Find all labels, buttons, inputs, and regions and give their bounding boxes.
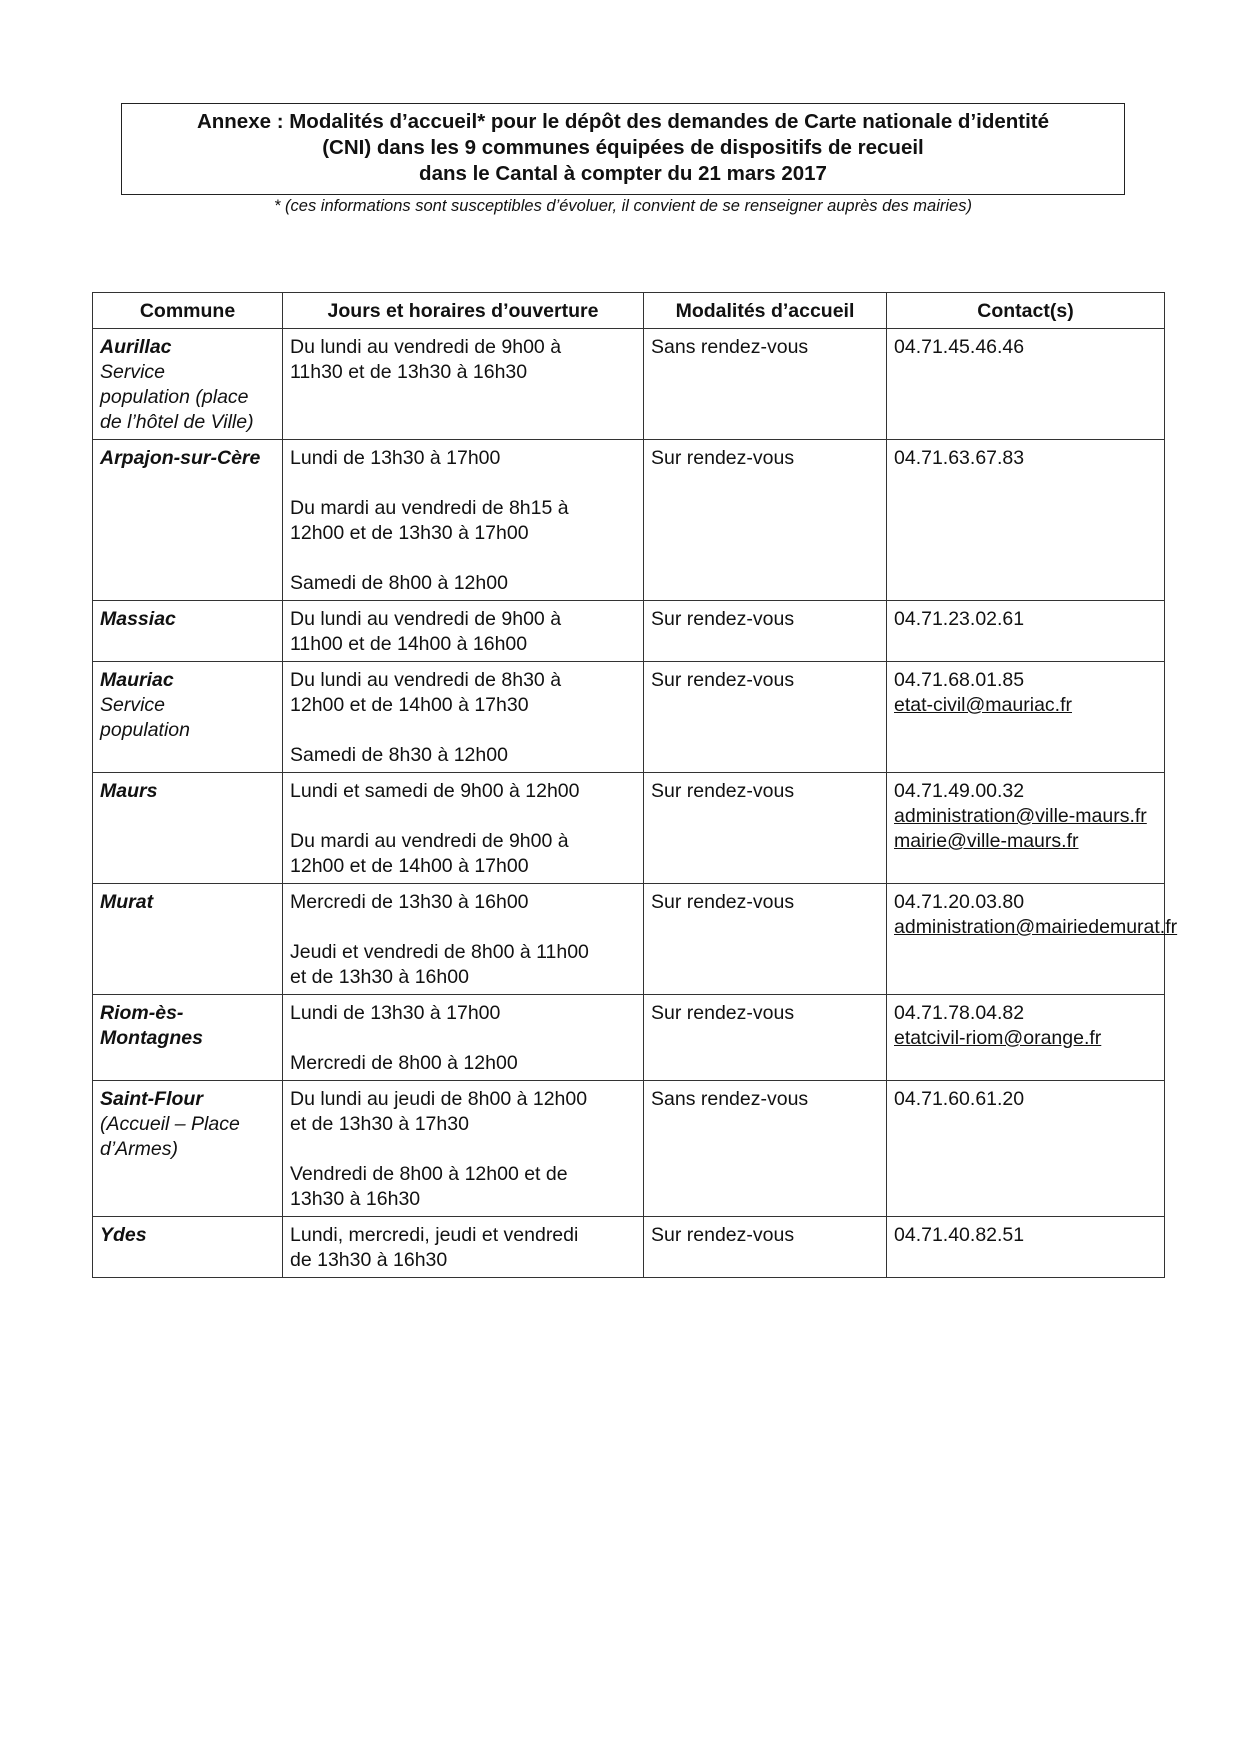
contact-cell (887, 773, 1165, 884)
table-row (93, 1217, 1165, 1278)
hours-paragraph (290, 1051, 636, 1076)
table-row (93, 884, 1165, 995)
hours-line: Mercredi de 8h00 à 12h00 (290, 1052, 518, 1074)
contact-cell (887, 329, 1165, 440)
hours-line: 11h30 et de 13h30 à 16h30 (290, 361, 528, 383)
hours-paragraph (290, 1223, 636, 1273)
mode-cell: Sur rendez-vous (644, 601, 887, 662)
contact-cell (887, 1081, 1165, 1217)
hours-cell (283, 995, 644, 1081)
hours-line: Vendredi de 8h00 à 12h00 et de (290, 1163, 568, 1185)
commune-service: (Accueil – Place (100, 1113, 240, 1135)
hours-line: Du lundi au vendredi de 9h00 à (290, 608, 562, 630)
hours-paragraph (290, 668, 636, 718)
commune-cell (93, 1217, 283, 1278)
hours-line: Du mardi au vendredi de 9h00 à (290, 830, 569, 852)
header-contacts: Contact(s) (887, 293, 1165, 329)
hours-paragraph (290, 571, 636, 596)
mode-cell: Sur rendez-vous (644, 884, 887, 995)
contact-cell (887, 995, 1165, 1081)
email-link[interactable]: mairie@ville-maurs.fr (894, 830, 1079, 852)
hours-paragraph (290, 940, 636, 990)
hours-line: Lundi de 13h30 à 17h00 (290, 1002, 501, 1024)
header-commune: Commune (93, 293, 283, 329)
phone-number: 04.71.40.82.51 (894, 1224, 1025, 1246)
table-row (93, 440, 1165, 601)
mode-cell: Sur rendez-vous (644, 1217, 887, 1278)
commune-name: Arpajon-sur-Cère (100, 447, 261, 469)
table-row (93, 773, 1165, 884)
phone-number: 04.71.60.61.20 (894, 1088, 1025, 1110)
phone-number: 04.71.49.00.32 (894, 780, 1025, 802)
commune-cell (93, 773, 283, 884)
contact-cell (887, 1217, 1165, 1278)
hours-paragraph (290, 829, 636, 879)
hours-line: et de 13h30 à 17h30 (290, 1113, 469, 1135)
hours-line: 12h00 et de 14h00 à 17h00 (290, 855, 529, 877)
table-row (93, 1081, 1165, 1217)
document-title (121, 103, 1125, 195)
header-mode: Modalités d’accueil (644, 293, 887, 329)
hours-cell (283, 1217, 644, 1278)
phone-number: 04.71.68.01.85 (894, 669, 1025, 691)
email-link[interactable]: etatcivil-riom@orange.fr (894, 1027, 1102, 1049)
commune-name: Saint-Flour (100, 1088, 203, 1110)
hours-cell (283, 329, 644, 440)
title-line: Annexe : Modalités d’accueil* pour le dépôt des demandes de Carte nationale d’identité (196, 110, 1050, 133)
hours-paragraph (290, 446, 636, 471)
hours-line: Samedi de 8h30 à 12h00 (290, 744, 508, 766)
title-line: (CNI) dans les 9 communes équipées de dispositifs de recueil (322, 136, 924, 159)
hours-paragraph (290, 1001, 636, 1026)
hours-line: 11h00 et de 14h00 à 16h00 (290, 633, 528, 655)
hours-paragraph (290, 890, 636, 915)
email-link[interactable]: administration@mairiedemurat.fr (894, 916, 1178, 938)
hours-line: 13h30 à 16h30 (290, 1188, 421, 1210)
commune-name: Mauriac (100, 669, 174, 691)
phone-number: 04.71.20.03.80 (894, 891, 1025, 913)
commune-service: Service (100, 361, 166, 383)
commune-cell (93, 440, 283, 601)
hours-line: Jeudi et vendredi de 8h00 à 11h00 (290, 941, 589, 963)
table-row (93, 995, 1165, 1081)
mode-cell: Sur rendez-vous (644, 662, 887, 773)
hours-line: Du mardi au vendredi de 8h15 à (290, 497, 569, 519)
hours-paragraph (290, 743, 636, 768)
contact-cell (887, 884, 1178, 995)
hours-line: Samedi de 8h00 à 12h00 (290, 572, 508, 594)
hours-cell (283, 884, 644, 995)
commune-name: Maurs (100, 780, 158, 802)
mode-cell: Sur rendez-vous (644, 440, 887, 601)
commune-cell (93, 601, 283, 662)
commune-cell (93, 662, 283, 773)
hours-paragraph (290, 1087, 636, 1137)
hours-line: Mercredi de 13h30 à 16h00 (290, 891, 529, 913)
email-link[interactable]: administration@ville-maurs.fr (894, 805, 1147, 827)
commune-service: d’Armes) (100, 1138, 179, 1160)
commune-service: de l’hôtel de Ville) (100, 411, 254, 433)
hours-paragraph (290, 779, 636, 804)
hours-cell (283, 601, 644, 662)
hours-line: Lundi, mercredi, jeudi et vendredi (290, 1224, 579, 1246)
commune-cell (93, 995, 283, 1081)
hours-paragraph (290, 335, 636, 385)
phone-number: 04.71.45.46.46 (894, 336, 1025, 358)
mode-cell: Sans rendez-vous (644, 1081, 887, 1217)
table-header-row (93, 293, 1165, 329)
phone-number: 04.71.23.02.61 (894, 608, 1025, 630)
hours-cell (283, 1081, 644, 1217)
mode-cell: Sans rendez-vous (644, 329, 887, 440)
header-hours: Jours et horaires d’ouverture (283, 293, 644, 329)
table-row (93, 662, 1165, 773)
hours-line: et de 13h30 à 16h00 (290, 966, 469, 988)
disclaimer-note: * (ces informations sont susceptibles d’évoluer, il convient de se renseigner auprès des mairies) (274, 197, 972, 215)
hours-line: 12h00 et de 13h30 à 17h00 (290, 522, 529, 544)
commune-name: Murat (100, 891, 154, 913)
mode-cell: Sur rendez-vous (644, 773, 887, 884)
commune-name: Riom-ès-Montagnes (100, 1002, 203, 1049)
commune-name: Massiac (100, 608, 176, 630)
mode-cell: Sur rendez-vous (644, 995, 887, 1081)
commune-service: population (place (100, 386, 249, 408)
commune-service: population (100, 719, 190, 741)
title-line: dans le Cantal à compter du 21 mars 2017 (419, 162, 827, 185)
hours-cell (283, 440, 644, 601)
hours-line: Lundi et samedi de 9h00 à 12h00 (290, 780, 580, 802)
contact-cell (887, 601, 1165, 662)
email-link[interactable]: etat-civil@mauriac.fr (894, 694, 1072, 716)
hours-paragraph (290, 607, 636, 657)
contact-cell (887, 440, 1165, 601)
phone-number: 04.71.63.67.83 (894, 447, 1025, 469)
commune-name: Ydes (100, 1224, 147, 1246)
table-row (93, 601, 1165, 662)
table-row (93, 329, 1165, 440)
commune-name: Aurillac (100, 336, 172, 358)
contact-cell (887, 662, 1165, 773)
hours-line: Du lundi au vendredi de 9h00 à (290, 336, 562, 358)
table-body (93, 329, 1178, 1278)
commune-cell (93, 1081, 283, 1217)
phone-number: 04.71.78.04.82 (894, 1002, 1025, 1024)
hours-cell (283, 662, 644, 773)
commune-service: Service (100, 694, 166, 716)
commune-cell (93, 884, 283, 995)
hours-paragraph (290, 1162, 636, 1212)
reception-table (92, 292, 1178, 1278)
hours-cell (283, 773, 644, 884)
hours-line: Du lundi au jeudi de 8h00 à 12h00 (290, 1088, 588, 1110)
hours-line: 12h00 et de 14h00 à 17h30 (290, 694, 529, 716)
hours-line: Du lundi au vendredi de 8h30 à (290, 669, 562, 691)
commune-cell (93, 329, 283, 440)
hours-paragraph (290, 496, 636, 546)
hours-line: de 13h30 à 16h30 (290, 1249, 448, 1271)
hours-line: Lundi de 13h30 à 17h00 (290, 447, 501, 469)
